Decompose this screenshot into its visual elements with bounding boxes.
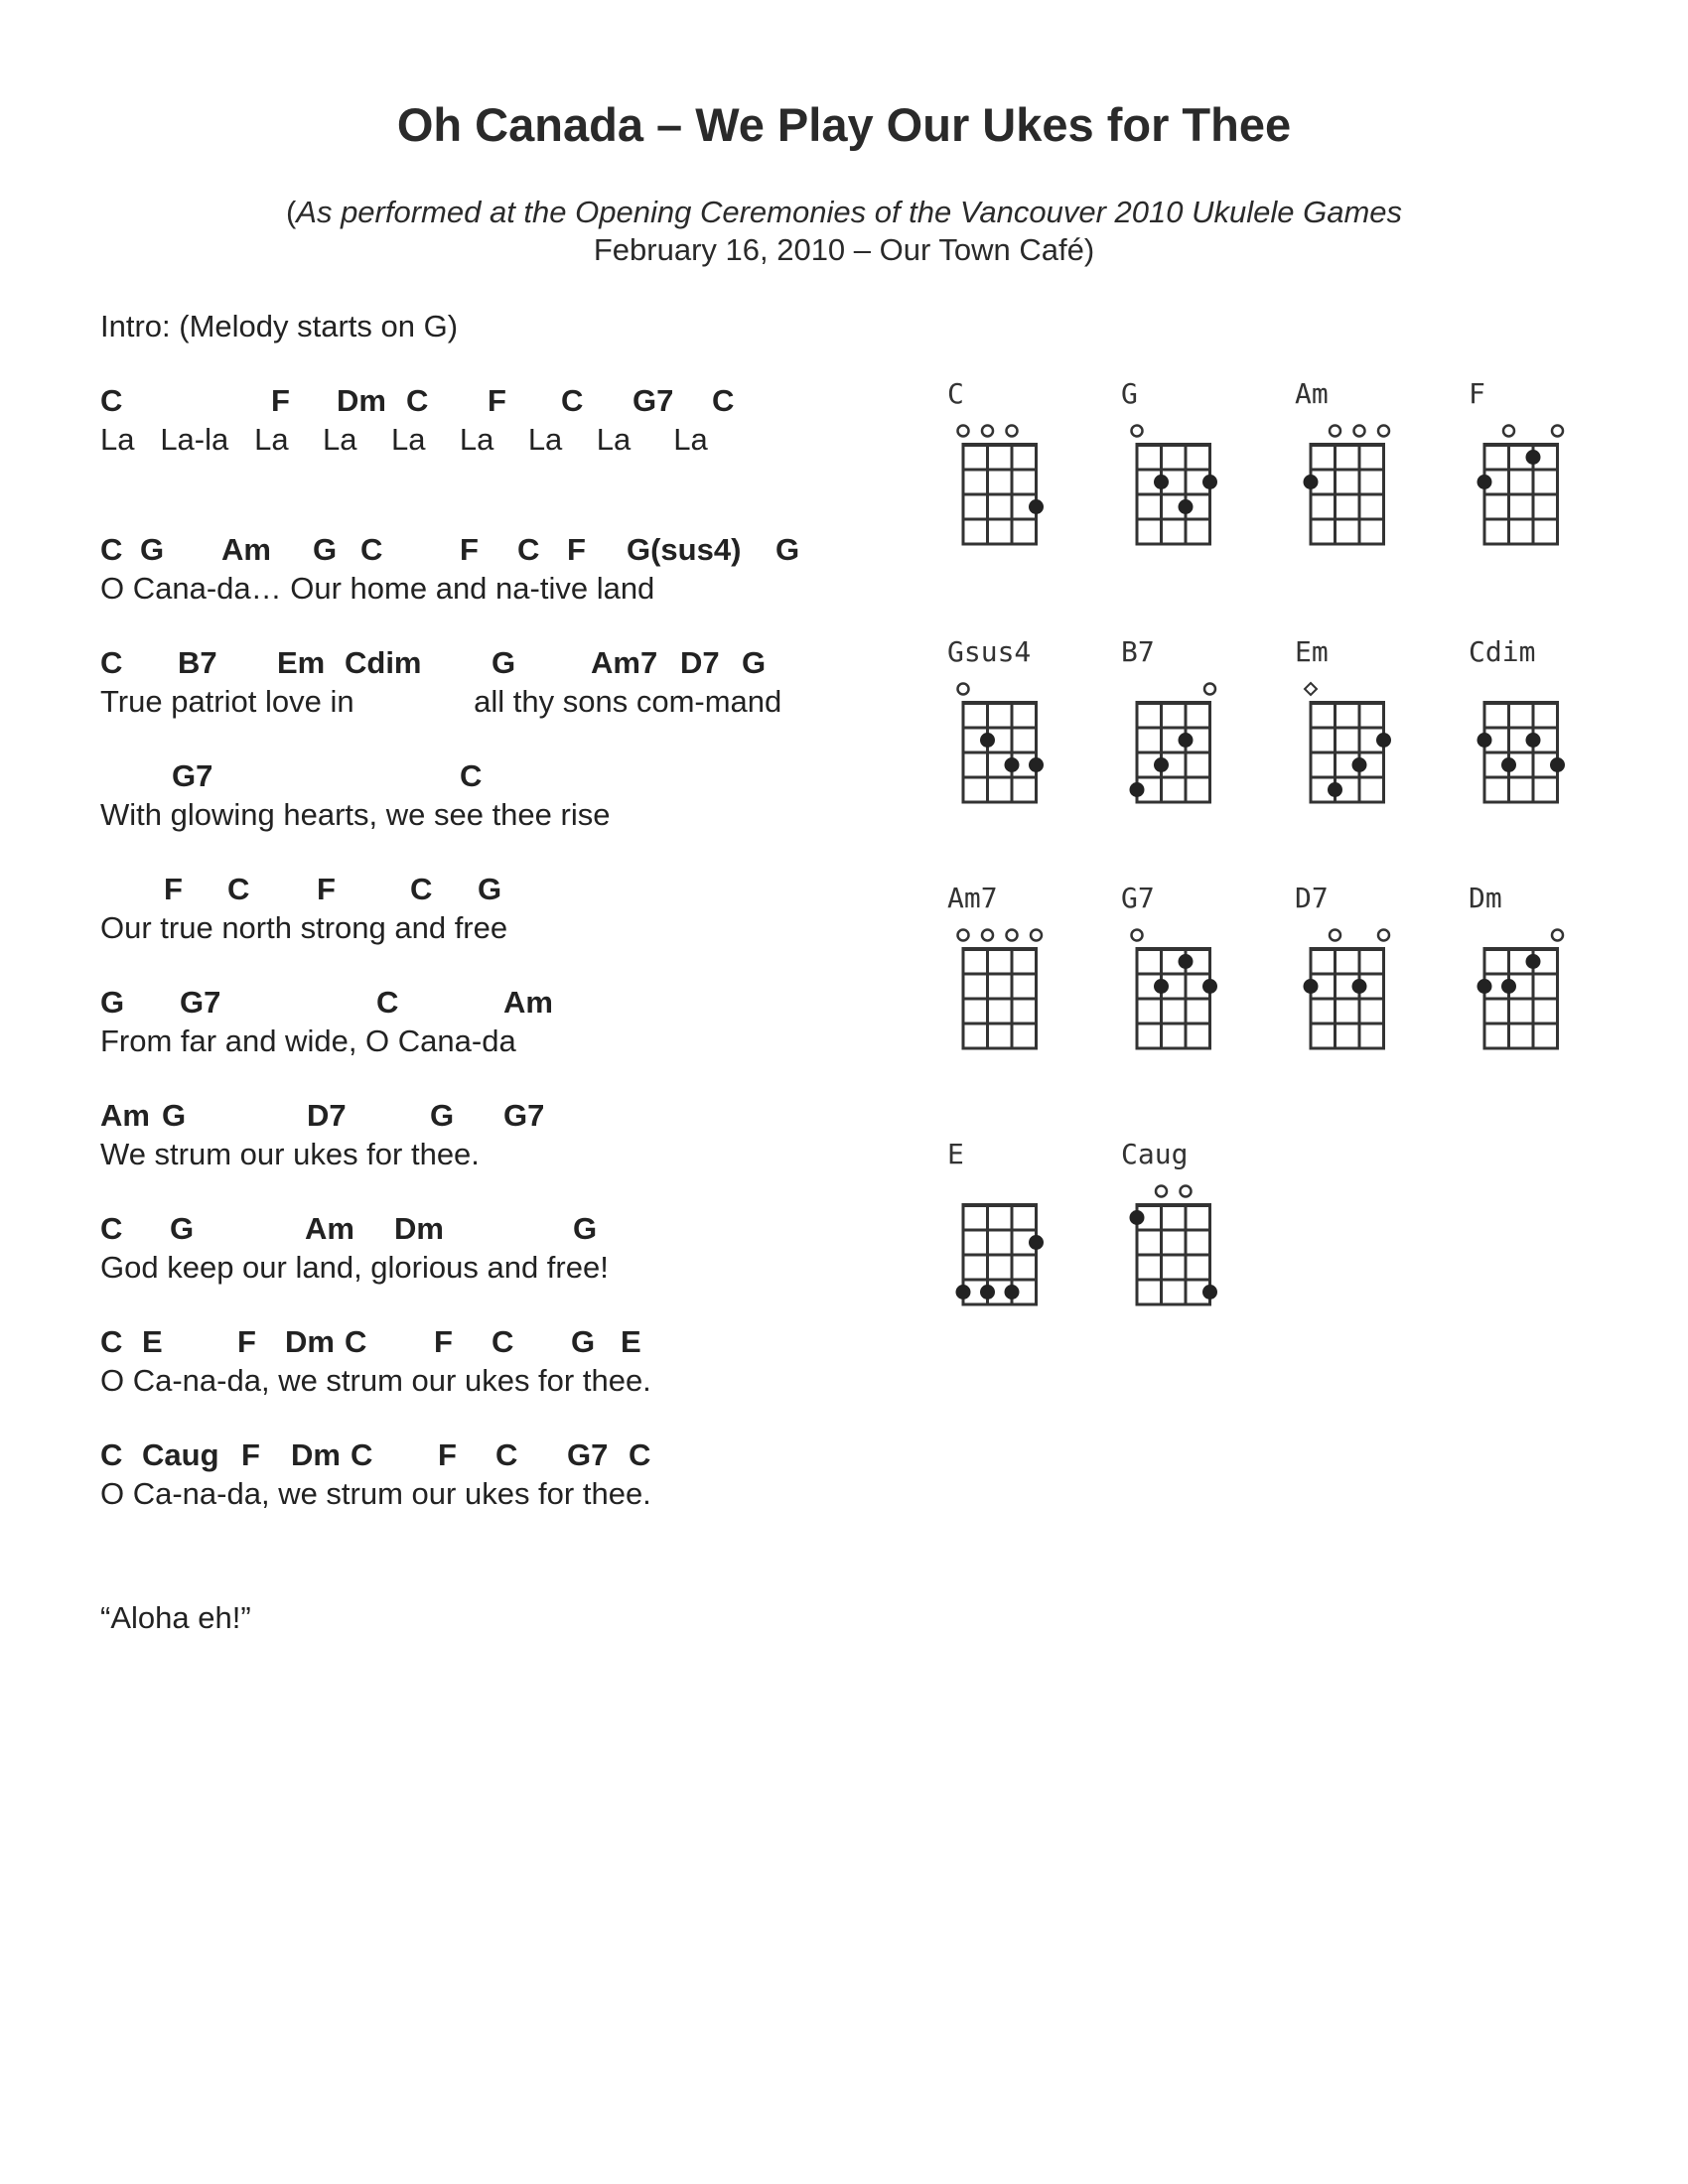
chord-label: C (495, 1437, 518, 1472)
chord-label: G (313, 532, 338, 567)
chord-diagram-name: Gsus4 (947, 635, 1032, 668)
finger-dot (1130, 782, 1145, 797)
lyric-text: With glowing hearts, we see thee rise (100, 797, 611, 832)
chord-label: E (621, 1324, 641, 1359)
lyric-text: God keep our land, glorious and free! (100, 1250, 609, 1285)
chord-label: C (406, 383, 429, 418)
fretboard-grid (1117, 377, 1236, 576)
subtitle-performance (0, 195, 1688, 230)
chord-label: Am (100, 1098, 150, 1133)
subtitle-prefix: ( (285, 195, 297, 229)
fretboard-grid (1117, 882, 1236, 1080)
finger-dot (1477, 475, 1492, 489)
chord-label: C (492, 1324, 514, 1359)
chord-diagram-cdim (1465, 635, 1584, 834)
chord-label: C (100, 1324, 123, 1359)
chord-label: G(sus4) (627, 532, 742, 567)
subtitle-event: As performed at the Opening Ceremonies of the Vancouver 2010 Ukulele Games (296, 195, 1403, 229)
song-line (100, 645, 895, 720)
chord-label: F (164, 872, 183, 906)
open-string-marker (1378, 426, 1389, 437)
chord-diagram-name: Cdim (1469, 635, 1536, 668)
open-string-marker (958, 426, 969, 437)
chord-label: C (376, 985, 399, 1020)
finger-dot (1202, 979, 1217, 994)
finger-dot (1005, 1285, 1020, 1299)
chord-label: F (460, 532, 479, 567)
finger-dot (1304, 979, 1319, 994)
lyric-text: O Ca-na-da, we strum our ukes for thee. (100, 1476, 651, 1511)
open-string-marker (1552, 930, 1563, 941)
fretboard-grid (1291, 635, 1410, 834)
fretboard-grid (1117, 1138, 1236, 1336)
chord-label: Am7 (591, 645, 658, 680)
finger-dot (980, 1285, 995, 1299)
chord-label: Dm (394, 1211, 444, 1246)
finger-dot (1477, 979, 1492, 994)
chord-label: G (478, 872, 502, 906)
finger-dot (1029, 499, 1044, 514)
chord-label: Em (277, 645, 326, 680)
finger-dot (1179, 499, 1194, 514)
fretboard-grid (943, 635, 1062, 834)
open-string-marker (958, 930, 969, 941)
chord-diagram-caug (1117, 1138, 1236, 1336)
diamond-marker (1305, 683, 1317, 695)
fretboard-grid (1465, 635, 1584, 834)
lyric-text: From far and wide, O Cana-da (100, 1024, 516, 1058)
chord-diagram-g7 (1117, 882, 1236, 1080)
finger-dot (1130, 1210, 1145, 1225)
open-string-marker (1007, 930, 1018, 941)
chord-label: Dm (285, 1324, 335, 1359)
open-string-marker (958, 684, 969, 695)
chord-diagram-name: Am7 (947, 882, 998, 914)
finger-dot (1304, 475, 1319, 489)
chord-label: G7 (503, 1098, 545, 1133)
fretboard-grid (1291, 882, 1410, 1080)
song-title: Oh Canada – We Play Our Ukes for Thee (396, 98, 1292, 151)
open-string-marker (1031, 930, 1042, 941)
chord-label: C (712, 383, 735, 418)
chord-label: G7 (567, 1437, 609, 1472)
intro-note: Intro: (Melody starts on G) (100, 309, 459, 343)
chord-label: Dm (337, 383, 386, 418)
chord-diagram-name: Am (1295, 377, 1329, 410)
chord-label: G (170, 1211, 195, 1246)
finger-dot (1526, 954, 1541, 969)
chord-label: G (775, 532, 800, 567)
chord-label: Dm (291, 1437, 341, 1472)
open-string-marker (1132, 930, 1143, 941)
finger-dot (1328, 782, 1342, 797)
chord-label: B7 (178, 645, 217, 680)
chord-label: C (227, 872, 250, 906)
finger-dot (1550, 757, 1565, 772)
song-line (100, 1211, 895, 1286)
open-string-marker (982, 426, 993, 437)
fretboard-grid (1465, 377, 1584, 576)
chord-label: G (492, 645, 516, 680)
finger-dot (980, 733, 995, 748)
chord-label: C (410, 872, 433, 906)
chord-label: F (241, 1437, 260, 1472)
chord-sheet (100, 383, 895, 1551)
chord-diagrams (943, 377, 1589, 1350)
chord-label: Cdim (345, 645, 422, 680)
fretboard-grid (1465, 882, 1584, 1080)
chord-label: C (100, 1437, 123, 1472)
chord-label: E (142, 1324, 163, 1359)
finger-dot (1501, 757, 1516, 772)
chord-label: F (434, 1324, 453, 1359)
chord-diagram-name: F (1469, 377, 1485, 410)
chord-diagram-name: B7 (1121, 635, 1155, 668)
lyric-text: O Cana-da… Our home and na-tive land (100, 571, 655, 606)
song-line (100, 872, 895, 946)
finger-dot (1477, 733, 1492, 748)
finger-dot (1179, 954, 1194, 969)
lyric-text: Our true north strong and free (100, 910, 508, 945)
chord-label: F (567, 532, 586, 567)
chord-diagram-name: D7 (1295, 882, 1329, 914)
chord-label: C (460, 758, 483, 793)
chord-label: C (100, 645, 123, 680)
finger-dot (1179, 733, 1194, 748)
song-line (100, 1437, 895, 1512)
chord-diagram-b7 (1117, 635, 1236, 834)
chord-label: D7 (307, 1098, 347, 1133)
finger-dot (1526, 733, 1541, 748)
fretboard-grid (943, 377, 1062, 576)
chord-label: G (140, 532, 165, 567)
finger-dot (1202, 475, 1217, 489)
song-line (100, 1098, 895, 1172)
chord-diagram-c (943, 377, 1062, 576)
chord-diagram-name: G7 (1121, 882, 1155, 914)
open-string-marker (1354, 426, 1365, 437)
open-string-marker (982, 930, 993, 941)
chord-label: G (742, 645, 767, 680)
lyric-text: La La-la La La La La La La La (100, 422, 708, 457)
open-string-marker (1204, 684, 1215, 695)
chord-diagram-dm (1465, 882, 1584, 1080)
open-string-marker (1156, 1186, 1167, 1197)
finger-dot (1154, 979, 1169, 994)
chord-diagram-gsus4 (943, 635, 1062, 834)
chord-diagram-e (943, 1138, 1062, 1336)
open-string-marker (1132, 426, 1143, 437)
chord-label: G (162, 1098, 187, 1133)
lyric-text: We strum our ukes for thee. (100, 1137, 480, 1171)
open-string-marker (1007, 426, 1018, 437)
finger-dot (1202, 1285, 1217, 1299)
song-line (100, 1324, 895, 1399)
chord-label: G (100, 985, 125, 1020)
chord-diagram-g (1117, 377, 1236, 576)
open-string-marker (1330, 426, 1340, 437)
chord-diagram-f (1465, 377, 1584, 576)
song-line (100, 985, 895, 1059)
song-line (100, 532, 895, 607)
fretboard-grid (1117, 635, 1236, 834)
chord-label: C (517, 532, 540, 567)
open-string-marker (1552, 426, 1563, 437)
chord-label: C (345, 1324, 367, 1359)
chord-diagram-name: G (1121, 377, 1138, 410)
chord-label: C (100, 1211, 123, 1246)
finger-dot (1376, 733, 1391, 748)
open-string-marker (1181, 1186, 1192, 1197)
finger-dot (956, 1285, 971, 1299)
open-string-marker (1330, 930, 1340, 941)
chord-diagram-am7 (943, 882, 1062, 1080)
fretboard-grid (943, 1138, 1062, 1336)
song-line (100, 383, 895, 458)
open-string-marker (1503, 426, 1514, 437)
chord-label: F (438, 1437, 457, 1472)
chord-label: C (360, 532, 383, 567)
chord-label: F (271, 383, 290, 418)
chord-label: G (430, 1098, 455, 1133)
fretboard-grid (1291, 377, 1410, 576)
chord-diagram-name: C (947, 377, 964, 410)
chord-label: Am (503, 985, 553, 1020)
chord-label: G7 (633, 383, 674, 418)
chord-diagram-em (1291, 635, 1410, 834)
chord-label: C (629, 1437, 651, 1472)
finger-dot (1352, 757, 1367, 772)
chord-label: C (100, 383, 123, 418)
chord-label: C (100, 532, 123, 567)
song-line (100, 758, 895, 833)
finger-dot (1029, 757, 1044, 772)
chord-diagram-am (1291, 377, 1410, 576)
finger-dot (1029, 1235, 1044, 1250)
fretboard-grid (943, 882, 1062, 1080)
chord-label: Am (221, 532, 271, 567)
chord-diagram-name: E (947, 1138, 964, 1170)
chord-label: G7 (172, 758, 213, 793)
chord-label: F (237, 1324, 256, 1359)
finger-dot (1526, 450, 1541, 465)
finger-dot (1501, 979, 1516, 994)
chord-label: D7 (680, 645, 720, 680)
closing-line: “Aloha eh!” (100, 1600, 251, 1635)
lyric-text: True patriot love in all thy sons com-mand (100, 684, 782, 719)
finger-dot (1154, 475, 1169, 489)
finger-dot (1352, 979, 1367, 994)
subtitle-date: February 16, 2010 – Our Town Café) (593, 232, 1095, 267)
chord-label: F (488, 383, 506, 418)
open-string-marker (1378, 930, 1389, 941)
chord-diagram-name: Em (1295, 635, 1329, 668)
chord-label: G (573, 1211, 598, 1246)
chord-label: Caug (142, 1437, 219, 1472)
chord-label: F (317, 872, 336, 906)
finger-dot (1154, 757, 1169, 772)
lyric-text: O Ca-na-da, we strum our ukes for thee. (100, 1363, 651, 1398)
finger-dot (1005, 757, 1020, 772)
chord-label: C (351, 1437, 373, 1472)
chord-diagram-name: Caug (1121, 1138, 1189, 1170)
chord-label: Am (305, 1211, 354, 1246)
chord-label: G7 (180, 985, 221, 1020)
chord-diagram-name: Dm (1469, 882, 1502, 914)
chord-label: C (561, 383, 584, 418)
chord-label: G (571, 1324, 596, 1359)
chord-diagram-d7 (1291, 882, 1410, 1080)
